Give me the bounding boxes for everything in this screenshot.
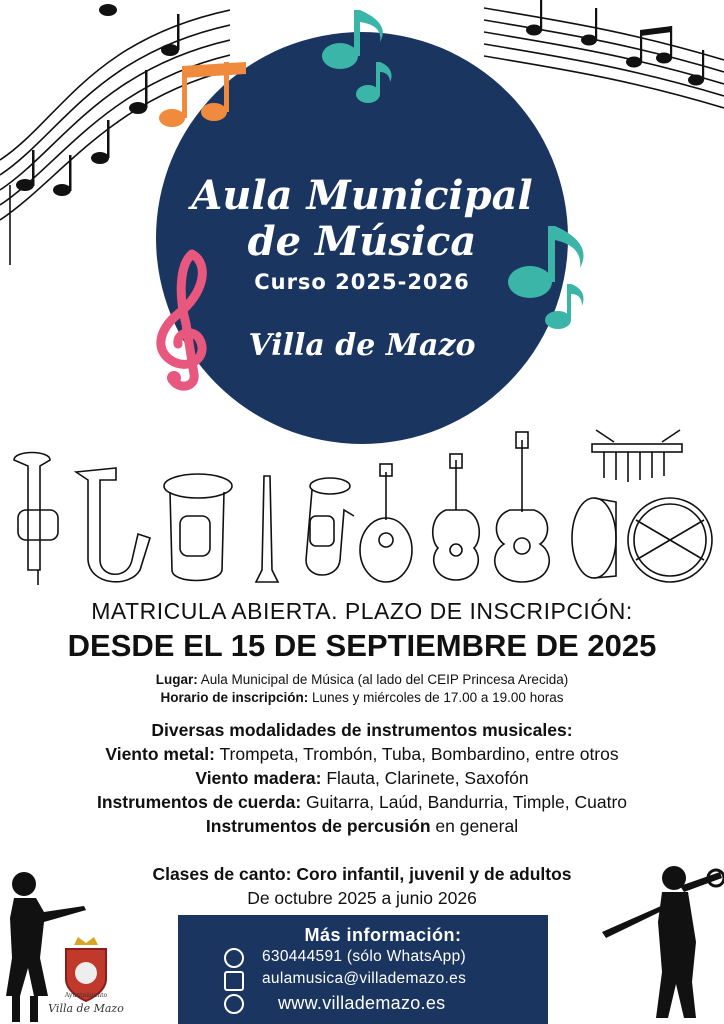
contact-title: Más información: [304,925,462,945]
percussion-label: Instrumentos de percusión [205,816,431,836]
contact-email[interactable]: aulamusica@villademazo.es [262,970,467,987]
schedule-line [0,690,724,705]
singing-classes: Clases de canto: Coro infantil, juvenil y de adultos [152,864,572,884]
email-icon [224,971,244,991]
poster-title-line1: Aula Municipal [191,172,533,219]
woodwind-value: Flauta, Clarinete, Saxofón [321,768,529,788]
percussion-value: en general [430,816,519,836]
contact-website[interactable]: www.villademazo.es [278,993,446,1013]
treble-clef-icon [134,244,226,392]
bass-drum-icon [628,498,712,582]
globe-icon [224,994,244,1014]
instruments-intro: Diversas modalidades de instrumentos musicales: [151,720,573,740]
snare-drum-icon [572,498,616,578]
seal-line1: Ayuntamiento [64,992,108,999]
instrument-illustrations [0,420,724,590]
place-name: Villa de Mazo [248,328,476,363]
guitar-icon [495,432,549,582]
music-staff-right-decoration [484,0,724,110]
trombone-player-silhouette [600,862,724,1024]
tuba-icon [164,474,232,581]
strings-value: Guitarra, Laúd, Bandurria, Timple, Cuatro [301,792,628,812]
woodwind-line [0,768,724,789]
schedule-label: Horario de inscripción: [160,690,309,705]
poster-title-line2: de Música [247,218,477,265]
strings-line [0,792,724,813]
contact-phone[interactable]: 630444591 (sólo WhatsApp) [262,948,466,965]
singing-dates: De octubre 2025 a junio 2026 [247,888,477,908]
location-value: Aula Municipal de Música (al lado del CEIP Princesa Arecida) [197,672,569,687]
xylophone-icon [592,430,682,482]
woodwind-label: Viento madera: [195,768,322,788]
orange-note-icon [156,58,248,130]
brass-value: Trompeta, Trombón, Tuba, Bombardino, entre otros [214,744,619,764]
saxophone-icon [76,468,150,582]
timple-icon [433,454,480,580]
location-line [0,672,724,687]
strings-label: Instrumentos de cuerda: [96,792,302,812]
brass-line [0,744,724,765]
whatsapp-icon [224,948,244,968]
percussion-line [0,816,724,837]
clarinet-icon [256,476,278,582]
enrollment-headline: MATRICULA ABIERTA. PLAZO DE INSCRIPCIÓN: [91,598,633,624]
location-label: Lugar: [155,672,198,687]
teal-note-icon [318,6,398,106]
seal-line2: Villa de Mazo [48,1002,124,1015]
lute-icon [360,464,412,582]
euphonium-icon [306,478,354,575]
brass-label: Viento metal: [105,744,215,764]
course-label: Curso 2025-2026 [254,270,470,294]
schedule-value: Lunes y miércoles de 17.00 a 19.00 horas [308,690,564,705]
trumpet-icon [14,453,58,586]
enrollment-date: DESDE EL 15 DE SEPTIEMBRE DE 2025 [67,628,657,663]
contact-box [178,915,548,1024]
